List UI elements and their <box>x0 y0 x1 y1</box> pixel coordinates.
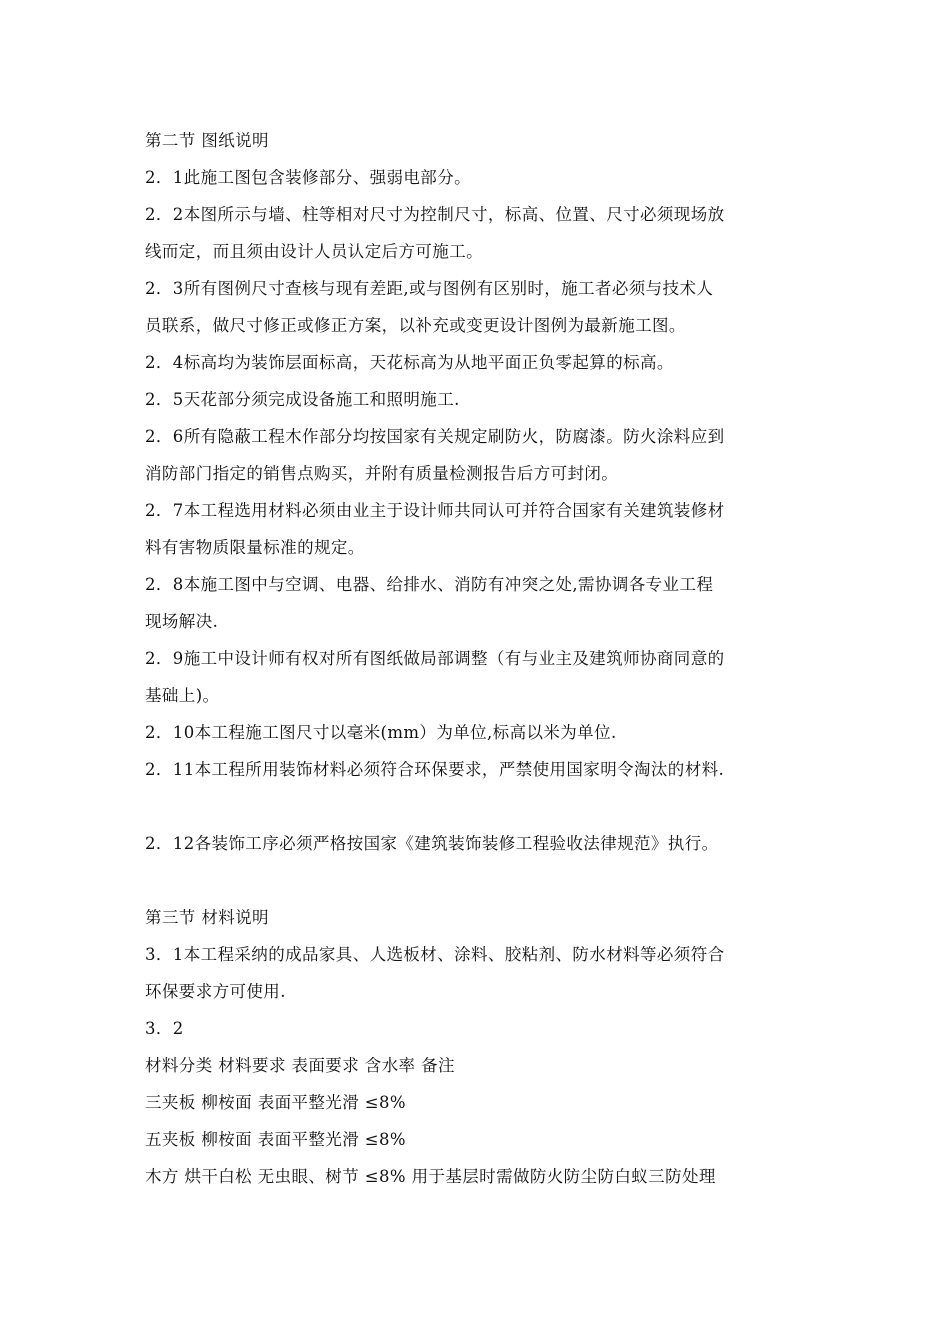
paragraph-line: 消防部门指定的销售点购买，并附有质量检测报告后方可封闭。 <box>145 464 619 483</box>
paragraph-line: 环保要求方可使用. <box>145 982 286 1001</box>
paragraph-line: 2．1此施工图包含装修部分、强弱电部分。 <box>145 168 471 187</box>
paragraph-line: 2．12各装饰工序必须严格按国家《建筑装饰装修工程验收法律规范》执行。 <box>145 834 719 853</box>
paragraph-line: 员联系，做尺寸修正或修正方案，以补充或变更设计图例为最新施工图。 <box>145 316 686 335</box>
section-3-item-1 <box>145 936 825 1010</box>
document-body <box>145 122 825 1195</box>
materials-table-header: 材料分类 材料要求 表面要求 含水率 备注 <box>145 1056 455 1075</box>
section-2-item-12 <box>145 825 825 862</box>
section-2-item-1 <box>145 159 825 196</box>
blank-line <box>145 862 825 899</box>
paragraph-line: 2．10本工程施工图尺寸以毫米(mm）为单位,标高以米为单位. <box>145 723 617 742</box>
materials-table <box>145 1047 825 1195</box>
paragraph-line: 线而定，而且须由设计人员认定后方可施工。 <box>145 242 483 261</box>
paragraph-line: 2．8本施工图中与空调、电器、给排水、消防有冲突之处,需协调各专业工程 <box>145 575 714 594</box>
section-2-item-10 <box>145 714 825 751</box>
paragraph-line: 2．11本工程所用装饰材料必须符合环保要求，严禁使用国家明令淘汰的材料. <box>145 760 725 779</box>
blank-line <box>145 788 825 825</box>
materials-table-row: 木方 烘干白松 无虫眼、树节 ≤8% 用于基层时需做防火防尘防白蚁三防处理 <box>145 1167 716 1186</box>
paragraph-line: 2．7本工程选用材料必须由业主于设计师共同认可并符合国家有关建筑装修材 <box>145 501 725 520</box>
materials-table-row: 三夹板 柳桉面 表面平整光滑 ≤8% <box>145 1093 406 1112</box>
paragraph-line: 料有害物质限量标准的规定。 <box>145 538 365 557</box>
section-2-title: 第二节 图纸说明 <box>145 131 269 150</box>
section-2-item-3 <box>145 270 825 344</box>
section-2-item-11 <box>145 751 825 788</box>
section-2-item-6 <box>145 418 825 492</box>
paragraph-line: 3．1本工程采纳的成品家具、人选板材、涂料、胶粘剂、防水材料等必须符合 <box>145 945 725 964</box>
materials-table-row: 五夹板 柳桉面 表面平整光滑 ≤8% <box>145 1130 406 1149</box>
section-2-item-7 <box>145 492 825 566</box>
paragraph-line: 2．3所有图例尺寸查核与现有差距,或与图例有区别时，施工者必须与技术人 <box>145 279 714 298</box>
paragraph-line: 2．6所有隐蔽工程木作部分均按国家有关规定刷防火，防腐漆。防火涂料应到 <box>145 427 725 446</box>
section-2-item-2 <box>145 196 825 270</box>
paragraph-line: 2．9施工中设计师有权对所有图纸做局部调整（有与业主及建筑师协商同意的 <box>145 649 725 668</box>
section-3-item-2-label: 3．2 <box>145 1019 184 1038</box>
section-2-item-8 <box>145 566 825 640</box>
section-2-item-5 <box>145 381 825 418</box>
paragraph-line: 现场解决. <box>145 612 219 631</box>
section-2-item-4 <box>145 344 825 381</box>
paragraph-line: 2．4标高均为装饰层面标高，天花标高为从地平面正负零起算的标高。 <box>145 353 674 372</box>
paragraph-line: 2．5天花部分须完成设备施工和照明施工. <box>145 390 460 409</box>
section-3-title: 第三节 材料说明 <box>145 908 269 927</box>
paragraph-line: 基础上)。 <box>145 686 220 705</box>
paragraph-line: 2．2本图所示与墙、柱等相对尺寸为控制尺寸，标高、位置、尺寸必须现场放 <box>145 205 725 224</box>
section-2-item-9 <box>145 640 825 714</box>
